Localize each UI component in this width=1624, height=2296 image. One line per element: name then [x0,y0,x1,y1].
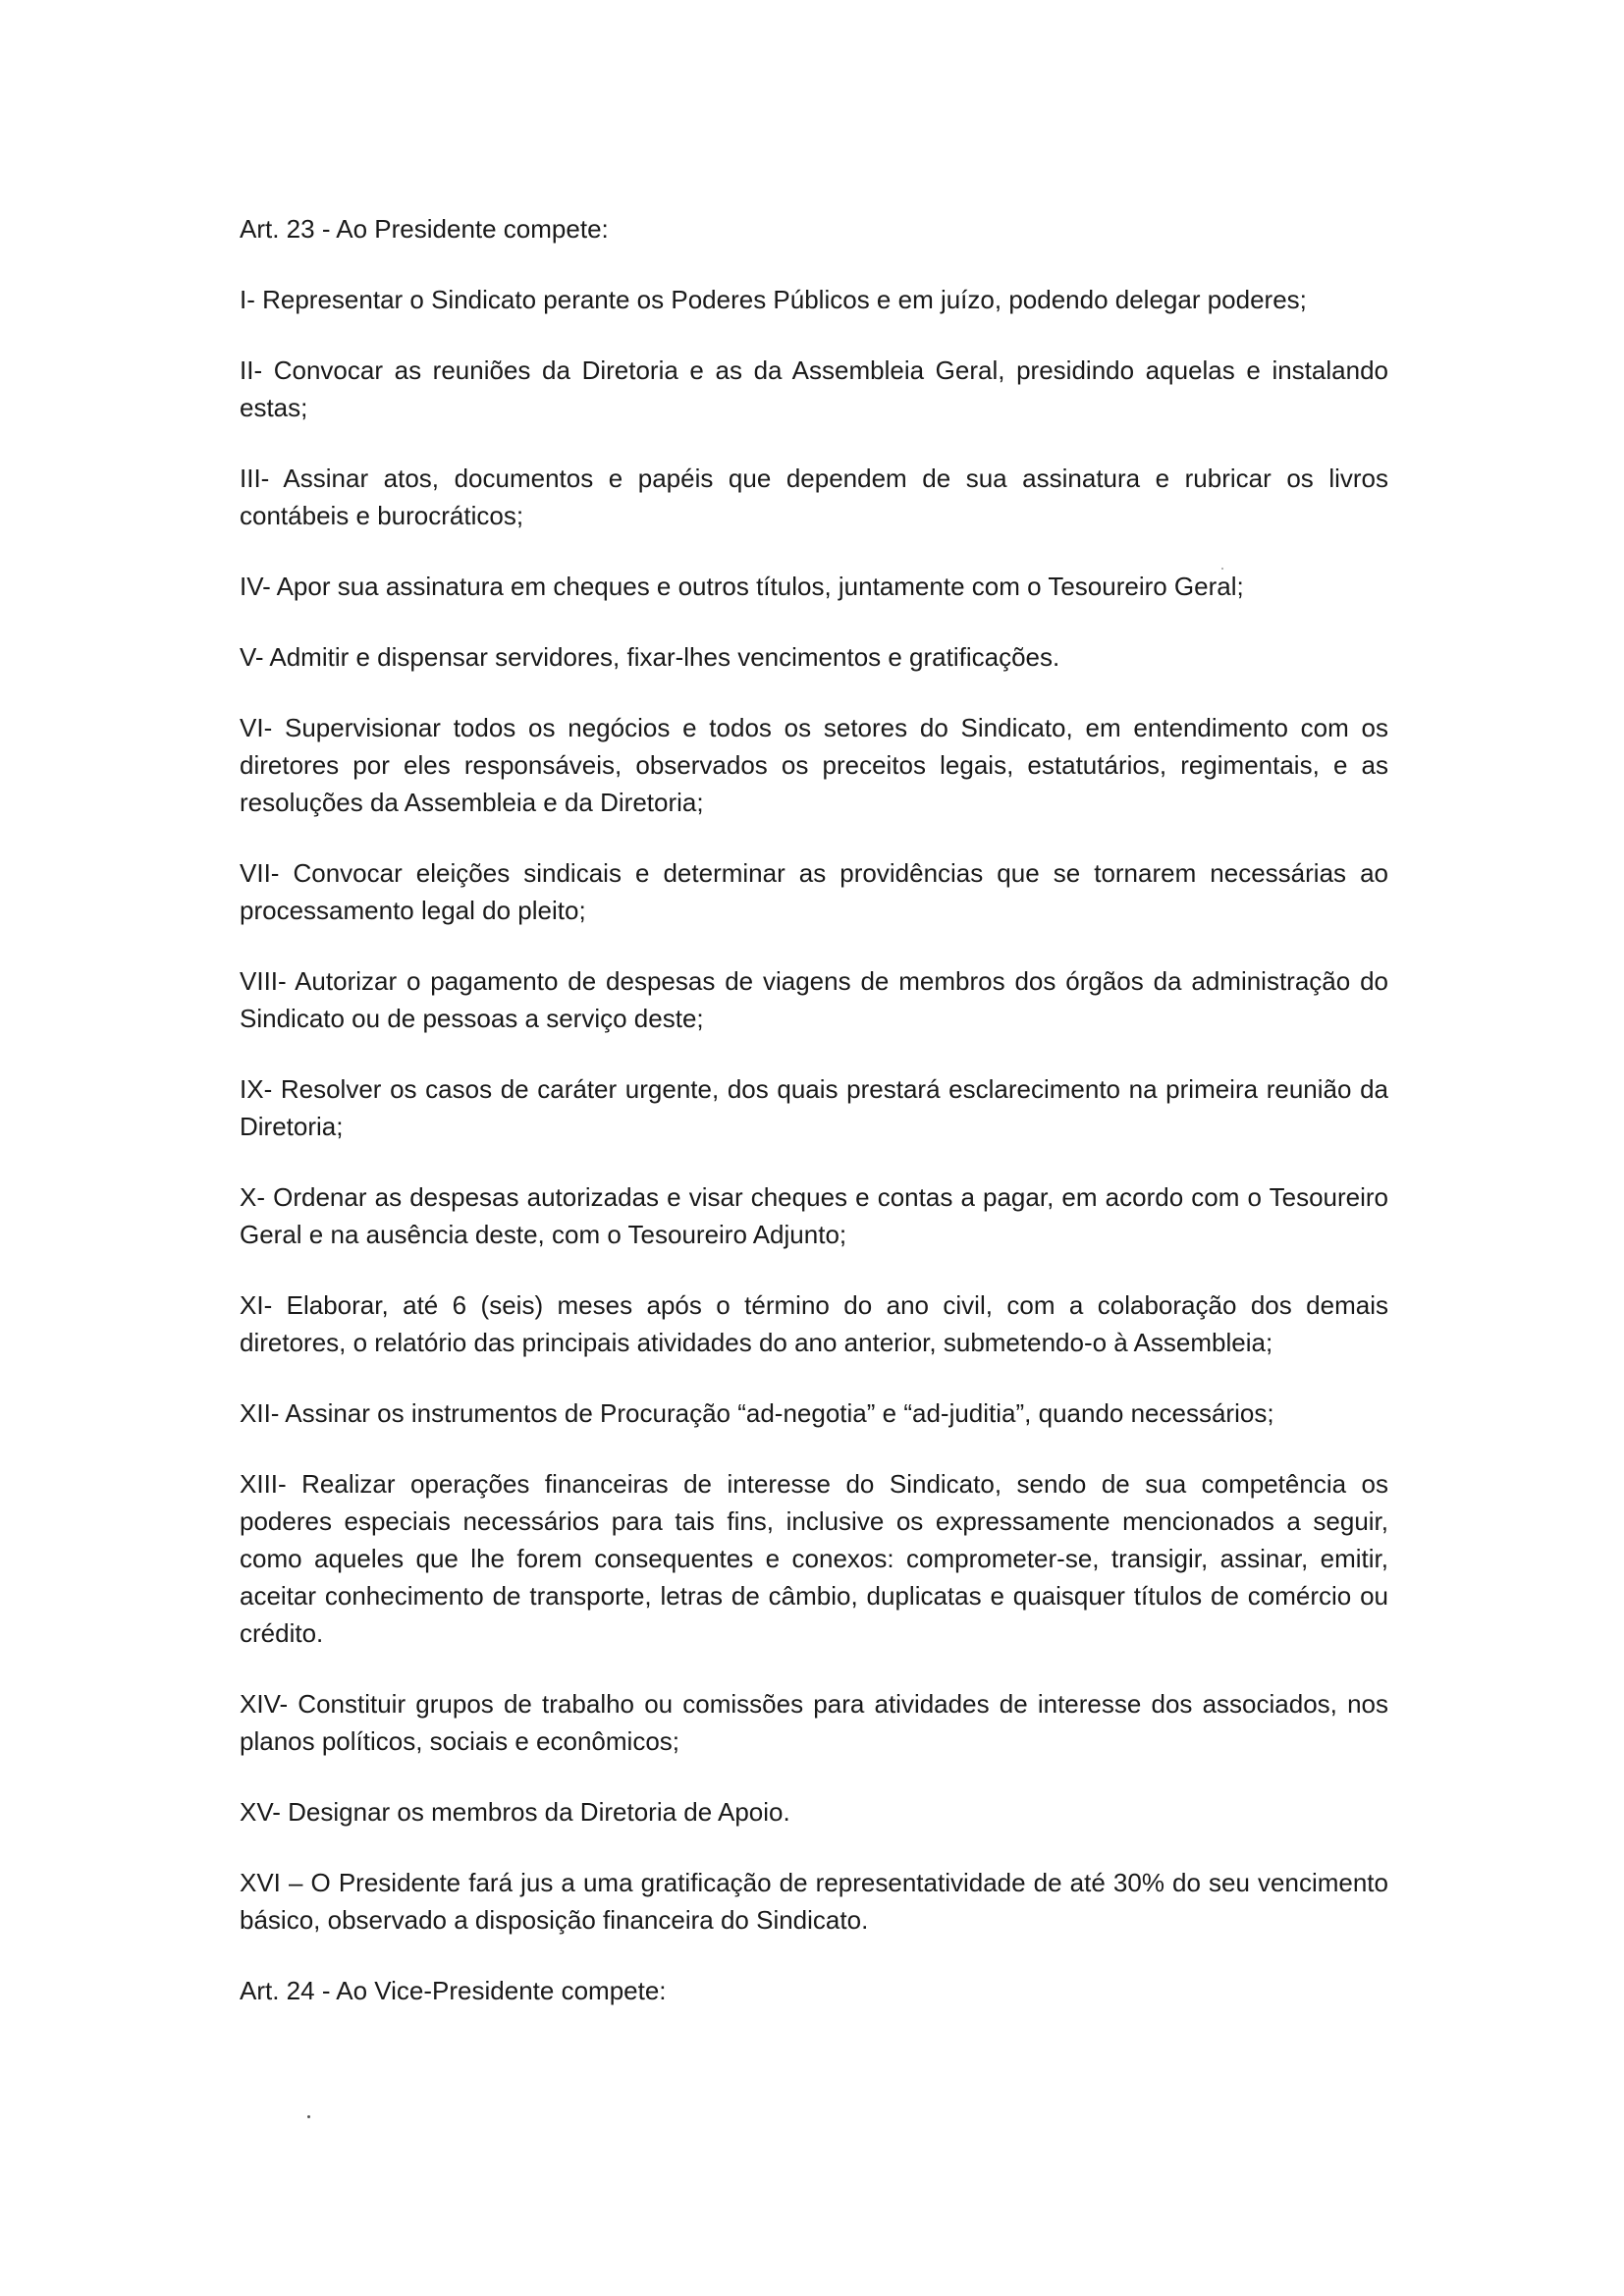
item-vii: VII- Convocar eleições sindicais e determinar as providências que se tornarem necessárias ao processamento legal do pleito; [240,858,1388,925]
item-i: I- Representar o Sindicato perante os Poderes Públicos e em juízo, podendo delegar poderes; [240,285,1307,314]
item-ii: II- Convocar as reuniões da Diretoria e as da Assembleia Geral, presidindo aquelas e instalando estas; [240,355,1388,422]
scan-speck [307,2115,310,2118]
item-x: X- Ordenar as despesas autorizadas e visar cheques e contas a pagar, em acordo com o Tesoureiro Geral e na ausência deste, com o Tesoureiro Adjunto; [240,1182,1388,1249]
scan-speck [1221,568,1223,570]
article-23-heading: Art. 23 - Ao Presidente compete: [240,214,609,244]
item-xv: XV- Designar os membros da Diretoria de Apoio. [240,1797,790,1827]
item-xiii: XIII- Realizar operações financeiras de interesse do Sindicato, sendo de sua competência os poderes especiais necessários para tais fins, inclusive os expressamente mencionados a seguir, como aqueles que lhe forem consequentes e conexos: comprometer-se, transigir, assinar, emitir, aceitar conhecimento de transporte, letras de câmbio, duplicatas e quaisquer títulos de comércio ou crédito. [240,1469,1388,1648]
item-vi: VI- Supervisionar todos os negócios e todos os setores do Sindicato, em entendimento com os diretores por eles responsáveis, observados os preceitos legais, estatutários, regimentais, e as resoluções da Assembleia e da Diretoria; [240,713,1388,817]
item-xiv: XIV- Constituir grupos de trabalho ou comissões para atividades de interesse dos associados, nos planos políticos, sociais e econômicos; [240,1689,1388,1756]
item-xii: XII- Assinar os instrumentos de Procuração “ad-negotia” e “ad-juditia”, quando necessários; [240,1398,1274,1428]
item-iv: IV- Apor sua assinatura em cheques e outros títulos, juntamente com o Tesoureiro Geral; [240,572,1244,601]
document-body [240,210,1388,2043]
item-viii: VIII- Autorizar o pagamento de despesas de viagens de membros dos órgãos da administração do Sindicato ou de pessoas a serviço deste; [240,966,1388,1033]
article-24-heading: Art. 24 - Ao Vice-Presidente compete: [240,1976,667,2005]
item-xvi: XVI – O Presidente fará jus a uma gratificação de representatividade de até 30% do seu vencimento básico, observado a disposição financeira do Sindicato. [240,1868,1388,1935]
item-iii: III- Assinar atos, documentos e papéis que dependem de sua assinatura e rubricar os livros contábeis e burocráticos; [240,464,1388,530]
item-xi: XI- Elaborar, até 6 (seis) meses após o término do ano civil, com a colaboração dos demais diretores, o relatório das principais atividades do ano anterior, submetendo-o à Assembleia; [240,1290,1388,1357]
item-ix: IX- Resolver os casos de caráter urgente, dos quais prestará esclarecimento na primeira reunião da Diretoria; [240,1074,1388,1141]
item-v: V- Admitir e dispensar servidores, fixar-lhes vencimentos e gratificações. [240,642,1060,672]
